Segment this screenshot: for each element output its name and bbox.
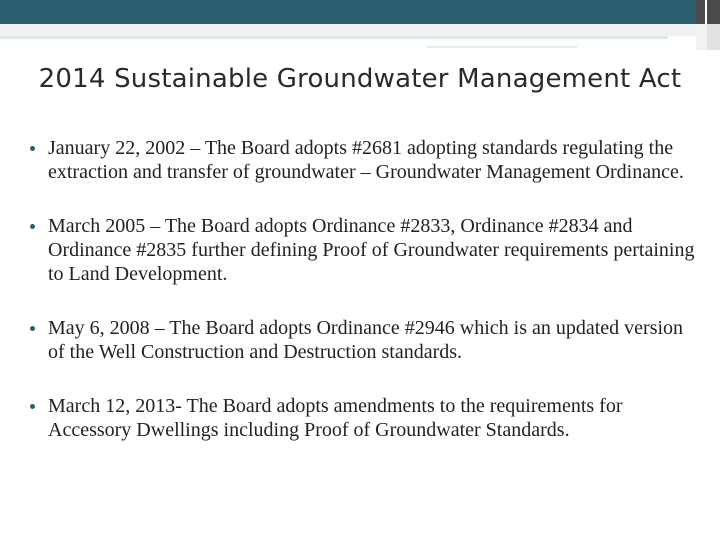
top-dark-block: [696, 0, 705, 24]
top-color-band: [0, 0, 720, 24]
header-accent-line: [0, 24, 696, 36]
bullet-list: [28, 136, 698, 472]
bullet-item: March 12, 2013- The Board adopts amendments to the requirements for Accessory Dwellings including Proof of Groundwater Standards.: [28, 394, 698, 442]
top-teal-bar: [0, 0, 696, 24]
slide-title: 2014 Sustainable Groundwater Management Act: [38, 64, 682, 94]
bullet-item: March 2005 – The Board adopts Ordinance #2833, Ordinance #2834 and Ordinance #2835 further defining Proof of Groundwater requirements pertaining to Land Development.: [28, 214, 698, 286]
bullet-item: January 22, 2002 – The Board adopts #2681 adopting standards regulating the extraction and transfer of groundwater – Groundwater Management Ordinance.: [28, 136, 698, 184]
bullet-item: May 6, 2008 – The Board adopts Ordinance #2946 which is an updated version of the Well Construction and Destruction standards.: [28, 316, 698, 364]
top-dark-block-2: [707, 0, 720, 24]
header-accent-line: [427, 46, 577, 48]
header-accent-line: [0, 36, 668, 39]
header-right-edge-bar: [707, 24, 720, 50]
